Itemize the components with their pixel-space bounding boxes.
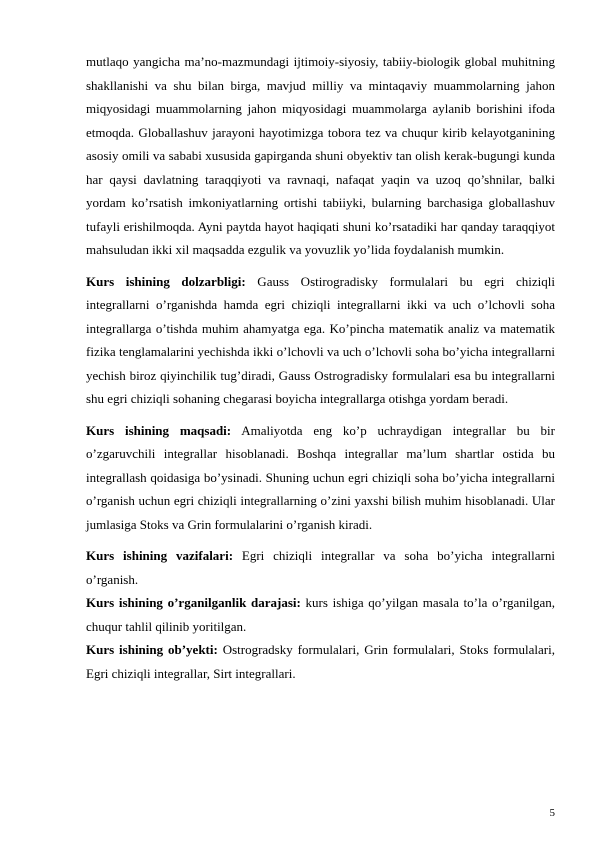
section-label: Kurs ishining vazifalari: <box>86 548 234 563</box>
section-label: Kurs ishining maqsadi: <box>86 422 232 438</box>
section-label: Kurs ishining ob’yekti: <box>86 642 218 657</box>
page-number: 5 <box>549 807 555 819</box>
paragraph-tasks <box>86 544 555 591</box>
paragraph-text: Gauss Ostirogradisky formulalari bu egri chiziqli integrallarni o’rganishda hamda egri chiziqli integrallarni ikki va uch o’lchovli soha integrallarga o’tishda muhim ahamyatga ega. Ko’pincha matematik analiz va matematik fizika tenglamalarini yechishda ikki o’lchovli va uch o’lchovli soha bo’yicha integrallarni yechish biroz qiyinchilik tug’diradi, Gauss Ostrogradisky formulalari esa bu integrallarni shu egri chiziqli sohaning chegarasi boyicha integrallarga otishga yordam beradi. <box>86 273 555 406</box>
paragraph-relevance <box>86 270 555 411</box>
paragraph-text: Ostrogradsky formulalari, Grin formulalari, Stoks formulalari, Egri chiziqli integrallar, Sirt integrallari. <box>86 642 555 681</box>
paragraph-goal <box>86 419 555 537</box>
document-page <box>86 50 555 685</box>
paragraph-text: kurs ishiga qo’yilgan masala to’la o’rganilgan, chuqur tahlil qilinib yoritilgan. <box>86 595 555 634</box>
paragraph-intro <box>86 50 555 262</box>
paragraph-text: mutlaqo yangicha ma’no-mazmundagi ijtimoiy-siyosiy, tabiiy-biologik global muhitning shakllanishi va shu bilan birga, mavjud milliy va mintaqaviy muammolarning jahon miqyosidagi muammolarning jahon miqyosidagi muammolarga aylanib borishini ifoda etmoqda. Globallashuv jarayoni hayotimizga tobora tez va chuqur kirib kelayotganining asosiy omili va sababi xususida gapirganda shuni obyektiv tan olish kerak-bugungi kunda har qaysi davlatning taraqqiyoti va ravnaqi, nafaqat yaqin va uzoq qo’shnilar, balki yordam ko’rsatish imkoniyatlarning ortishi tabiiyki, bularning barchasiga globallashuv tufayli erishilmoqda. Ayni paytda hayot haqiqati shuni ko’rsatadiki har qanday taraqqiyot mahsuludan ikki xil maqsadda ezgulik va yovuzlik yo’lida foydalanish mumkin. <box>86 54 555 257</box>
section-label: Kurs ishining o’rganilganlik darajasi: <box>86 595 301 610</box>
section-label: Kurs ishining dolzarbligi: <box>86 273 246 289</box>
paragraph-text: Amaliyotda eng ko’p uchraydigan integrallar bu bir o’zgaruvchili integrallar hisoblanadi. Boshqa integrallar ma’lum shartlar ostida bu integrallash qoidasiga bo’ysinadi. Shuning uchun egri chiziqli soha bo’yicha integrallarni o’rganish uchun egri chiziqli integrallarning o’zini yaxshi bilish muhim hisoblanadi. Ular jumlasiga Stoks va Grin formulalarini o’rganish kiradi. <box>86 422 555 532</box>
paragraph-object <box>86 638 555 685</box>
paragraph-text: Egri chiziqli integrallar va soha bo’yicha integrallarni o’rganish. <box>86 548 555 587</box>
paragraph-study-level <box>86 591 555 638</box>
